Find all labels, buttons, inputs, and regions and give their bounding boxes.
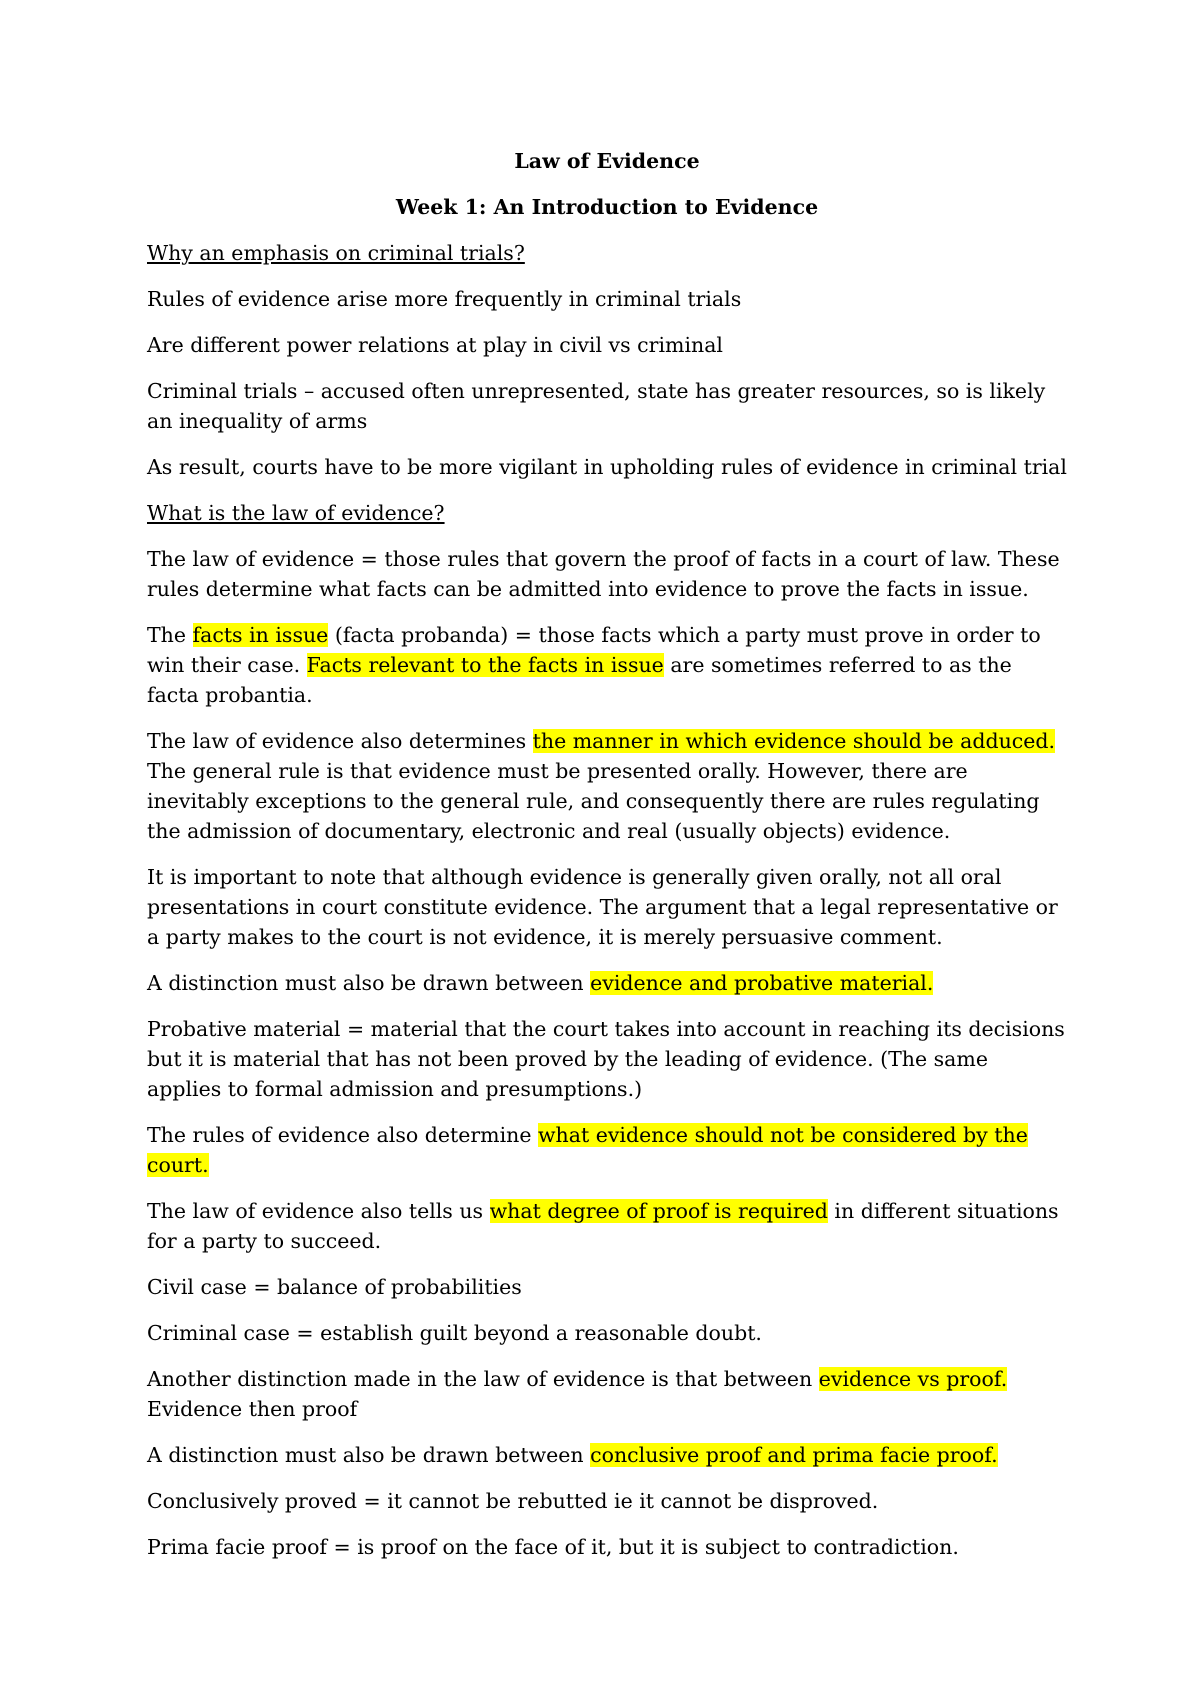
- paragraph-text: are sometimes referred to as the facta probantia.: [147, 653, 1012, 707]
- paragraph-text: Evidence then proof: [147, 1397, 358, 1421]
- paragraph-text: Prima facie proof = is proof on the face of it, but it is subject to contradiction.: [147, 1535, 959, 1559]
- paragraph-text: Criminal case = establish guilt beyond a reasonable doubt.: [147, 1321, 762, 1345]
- highlighted-text: the manner in which evidence should be adduced.: [532, 729, 1056, 753]
- paragraph: [147, 452, 1067, 482]
- highlighted-text: conclusive proof and prima facie proof.: [590, 1443, 998, 1467]
- paragraph-text: As result, courts have to be more vigilant in upholding rules of evidence in criminal trial: [147, 455, 1067, 479]
- paragraph-text: Another distinction made in the law of evidence is that between: [147, 1367, 819, 1391]
- paragraph-text: The rules of evidence also determine: [147, 1123, 538, 1147]
- paragraph: [147, 1120, 1067, 1180]
- paragraph: [147, 330, 1067, 360]
- highlighted-text: facts in issue: [192, 623, 329, 647]
- paragraph-text: The law of evidence also tells us: [147, 1199, 490, 1223]
- paragraph: [147, 1318, 1067, 1348]
- highlighted-text: what degree of proof is required: [489, 1199, 828, 1223]
- paragraph: [147, 1486, 1067, 1516]
- paragraph-text: Criminal trials – accused often unrepresented, state has greater resources, so is likely an inequality of arms: [147, 379, 1046, 433]
- highlighted-text: evidence and probative material.: [590, 971, 934, 995]
- paragraph-text: It is important to note that although evidence is generally given orally, not all oral presentations in court constitute evidence. The argument that a legal representative or a party makes to the court is not evidence, it is merely persuasive comment.: [147, 865, 1058, 949]
- document-subtitle: Week 1: An Introduction to Evidence: [395, 195, 819, 219]
- highlighted-text: evidence vs proof.: [818, 1367, 1008, 1391]
- paragraph-text: The law of evidence also determines: [147, 729, 533, 753]
- paragraph-text: (facta probanda) = those facts which a party must prove in order to win their case.: [147, 623, 1041, 677]
- paragraph: [147, 376, 1067, 436]
- section-heading: Why an emphasis on criminal trials?: [147, 241, 525, 265]
- section-heading: What is the law of evidence?: [147, 501, 445, 525]
- paragraph: [147, 968, 1067, 998]
- highlighted-text: Facts relevant to the facts in issue: [306, 653, 664, 677]
- paragraph: [147, 544, 1067, 604]
- paragraph-text: Are different power relations at play in civil vs criminal: [147, 333, 723, 357]
- paragraph: [147, 726, 1067, 846]
- paragraph-text: The law of evidence = those rules that govern the proof of facts in a court of law. These rules determine what facts can be admitted into evidence to prove the facts in issue.: [147, 547, 1060, 601]
- paragraph-text: The general rule is that evidence must be presented orally. However, there are inevitably exceptions to the general rule, and consequently there are rules regulating the admission of documentary, electronic and real (usually objects) evidence.: [147, 759, 1040, 843]
- paragraph: [147, 1272, 1067, 1302]
- highlighted-text: what evidence should not be considered by the court.: [147, 1123, 1028, 1177]
- paragraph: [147, 1440, 1067, 1470]
- document-body: [147, 146, 1067, 1578]
- paragraph-text: Rules of evidence arise more frequently in criminal trials: [147, 287, 742, 311]
- document-title: Law of Evidence: [514, 149, 700, 173]
- paragraph-text: Probative material = material that the court takes into account in reaching its decisions but it is material that has not been proved by the leading of evidence. (The same applies to formal admission and presumptions.): [147, 1017, 1065, 1101]
- paragraph: [147, 1532, 1067, 1562]
- paragraph: [147, 620, 1067, 710]
- paragraph-text: A distinction must also be drawn between: [147, 1443, 591, 1467]
- paragraph: [147, 1014, 1067, 1104]
- paragraph-text: in different situations for a party to succeed.: [147, 1199, 1059, 1253]
- paragraph-text: Conclusively proved = it cannot be rebutted ie it cannot be disproved.: [147, 1489, 879, 1513]
- paragraph-text: Civil case = balance of probabilities: [147, 1275, 522, 1299]
- document-blocks: [147, 238, 1067, 1562]
- paragraph: [147, 1196, 1067, 1256]
- paragraph-text: The: [147, 623, 193, 647]
- paragraph: [147, 284, 1067, 314]
- paragraph-text: A distinction must also be drawn between: [147, 971, 591, 995]
- paragraph: [147, 1364, 1067, 1424]
- paragraph: [147, 862, 1067, 952]
